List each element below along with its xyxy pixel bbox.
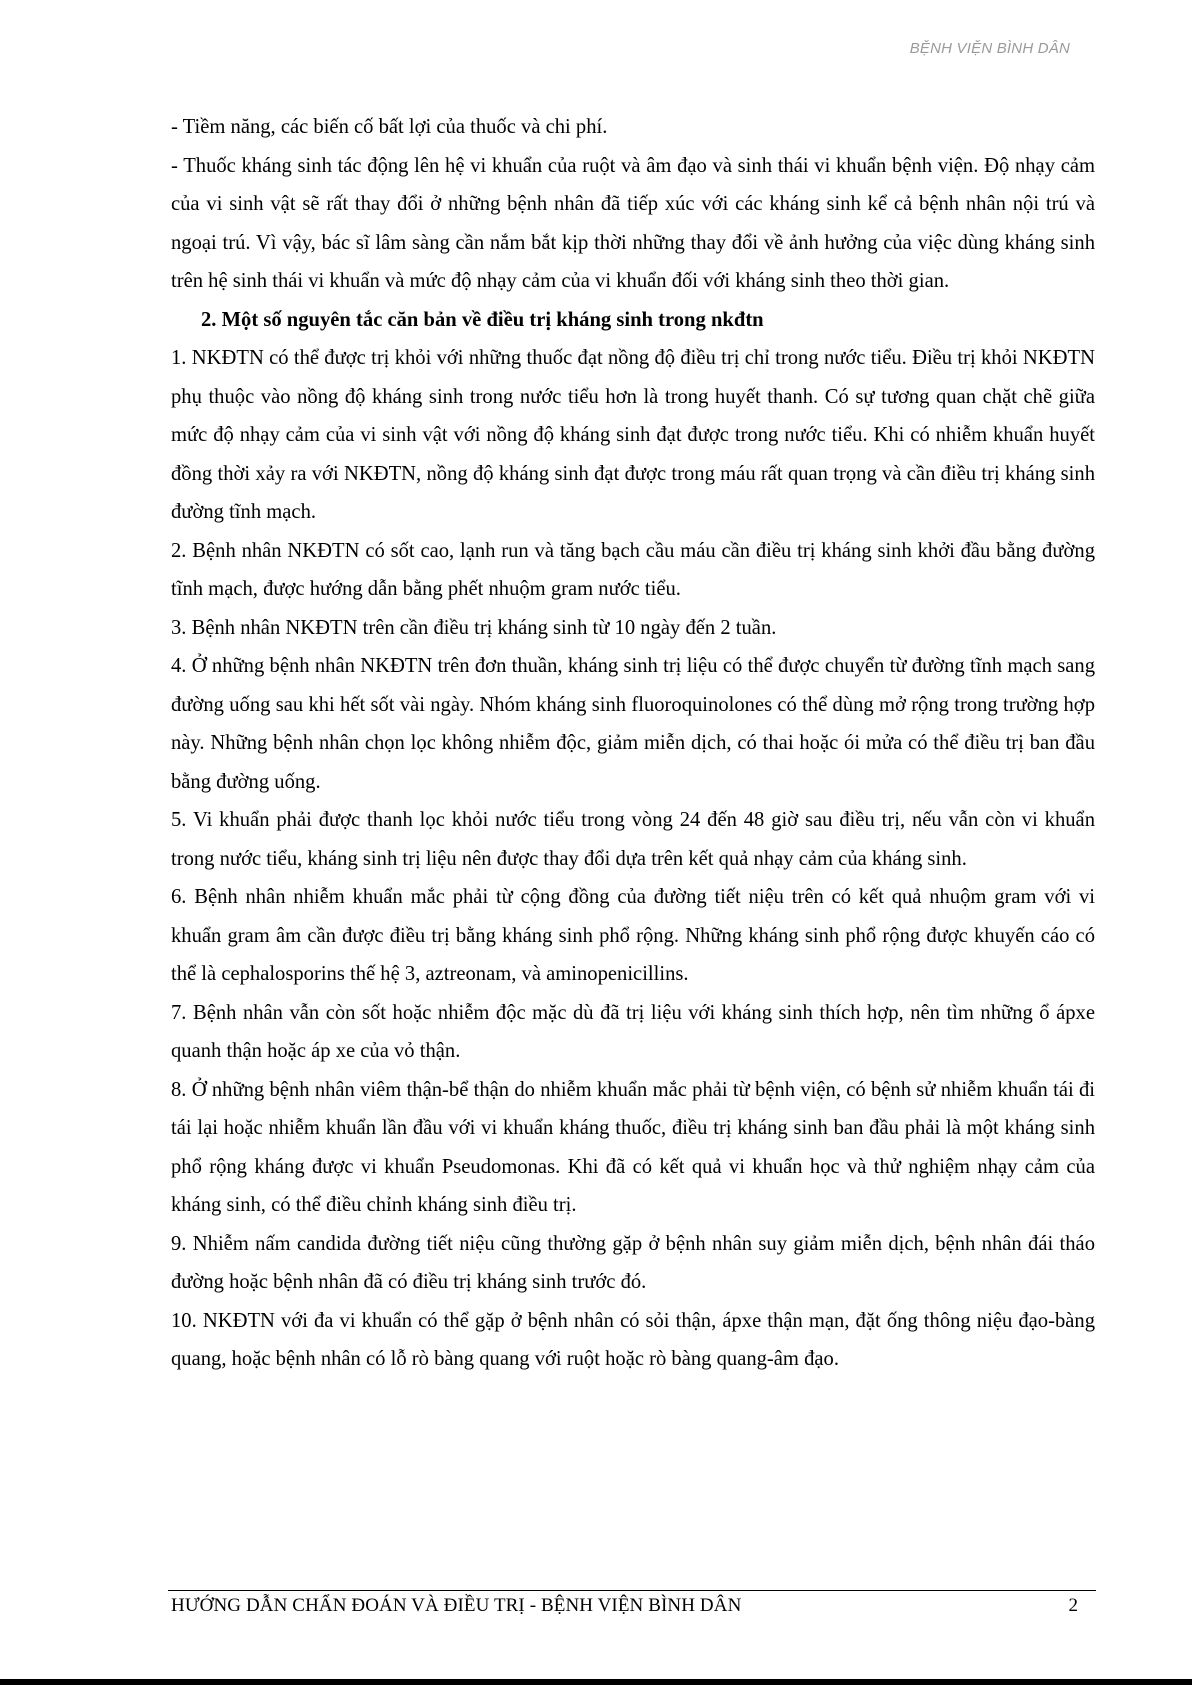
principle-6: 6. Bệnh nhân nhiễm khuẩn mắc phải từ cộng đồng của đường tiết niệu trên có kết quả nhuộm gram với vi khuẩn gram âm cần được điều trị bằng kháng sinh phổ rộng. Những kháng sinh phổ rộng được khuyến cáo có thể là cephalosporins thế hệ 3, aztreonam, và aminopenicillins. bbox=[171, 886, 1095, 985]
principle-2: 2. Bệnh nhân NKĐTN có sốt cao, lạnh run và tăng bạch cầu máu cần điều trị kháng sinh khởi đầu bằng đường tĩnh mạch, được hướng dẫn bằng phết nhuộm gram nước tiểu. bbox=[171, 539, 1095, 600]
footer-divider bbox=[168, 1590, 1096, 1591]
principle-8: 8. Ở những bệnh nhân viêm thận-bể thận do nhiễm khuẩn mắc phải từ bệnh viện, có bệnh sử nhiễm khuẩn tái đi tái lại hoặc nhiễm khuẩn lần đầu với vi khuẩn kháng thuốc, điều trị kháng sinh ban đầu phải là một kháng sinh phổ rộng kháng được vi khuẩn Pseudomonas. Khi đã có kết quả vi khuẩn học và thử nghiệm nhạy cảm của kháng sinh, có thể điều chỉnh kháng sinh điều trị. bbox=[171, 1078, 1095, 1216]
principle-4: 4. Ở những bệnh nhân NKĐTN trên đơn thuần, kháng sinh trị liệu có thể được chuyển từ đường tĩnh mạch sang đường uống sau khi hết sốt vài ngày. Nhóm kháng sinh fluoroquinolones có thể dùng mở rộng trong trường hợp này. Những bệnh nhân chọn lọc không nhiễm độc, giảm miễn dịch, có thai hoặc ói mửa có thể điều trị ban đầu bằng đường uống. bbox=[171, 655, 1095, 793]
principle-1: 1. NKĐTN có thể được trị khỏi với những thuốc đạt nồng độ điều trị chỉ trong nước tiểu. Điều trị khỏi NKĐTN phụ thuộc vào nồng độ kháng sinh trong nước tiểu hơn là trong huyết thanh. Có sự tương quan chặt chẽ giữa mức độ nhạy cảm của vi sinh vật với nồng độ kháng sinh đạt được trong nước tiểu. Khi có nhiễm khuẩn huyết đồng thời xảy ra với NKĐTN, nồng độ kháng sinh đạt được trong máu rất quan trọng và cần điều trị kháng sinh đường tĩnh mạch. bbox=[171, 347, 1095, 523]
principle-10: 10. NKĐTN với đa vi khuẩn có thể gặp ở bệnh nhân có sỏi thận, ápxe thận mạn, đặt ống thông niệu đạo-bàng quang, hoặc bệnh nhân có lỗ rò bàng quang với ruột hoặc rò bàng quang-âm đạo. bbox=[171, 1309, 1095, 1370]
principle-7: 7. Bệnh nhân vẫn còn sốt hoặc nhiễm độc mặc dù đã trị liệu với kháng sinh thích hợp, nên tìm những ổ ápxe quanh thận hoặc áp xe của vỏ thận. bbox=[171, 1001, 1095, 1062]
body-text bbox=[171, 108, 1095, 1379]
principle-5: 5. Vi khuẩn phải được thanh lọc khỏi nước tiểu trong vòng 24 đến 48 giờ sau điều trị, nếu vẫn còn vi khuẩn trong nước tiểu, kháng sinh trị liệu nên được thay đổi dựa trên kết quả nhạy cảm của kháng sinh. bbox=[171, 809, 1095, 870]
principle-3: 3. Bệnh nhân NKĐTN trên cần điều trị kháng sinh từ 10 ngày đến 2 tuần. bbox=[171, 616, 777, 639]
page-number: 2 bbox=[1068, 1595, 1078, 1616]
footer-title: HƯỚNG DẪN CHẨN ĐOÁN VÀ ĐIỀU TRỊ - BỆNH VIỆN BÌNH DÂN bbox=[171, 1595, 742, 1616]
principle-9: 9. Nhiễm nấm candida đường tiết niệu cũng thường gặp ở bệnh nhân suy giảm miễn dịch, bệnh nhân đái tháo đường hoặc bệnh nhân đã có điều trị kháng sinh trước đó. bbox=[171, 1232, 1095, 1293]
section-heading: 2. Một số nguyên tắc căn bản về điều trị kháng sinh trong nkđtn bbox=[201, 308, 764, 331]
intro-paragraph-1: - Tiềm năng, các biến cố bất lợi của thuốc và chi phí. bbox=[171, 116, 608, 138]
bottom-edge-bar bbox=[0, 1679, 1192, 1685]
running-header: BỆNH VIỆN BÌNH DÂN bbox=[909, 40, 1070, 57]
intro-paragraph-2: - Thuốc kháng sinh tác động lên hệ vi khuẩn của ruột và âm đạo và sinh thái vi khuẩn bệnh viện. Độ nhạy cảm của vi sinh vật sẽ rất thay đổi ở những bệnh nhân đã tiếp xúc với các kháng sinh kể cả bệnh nhân nội trú và ngoại trú. Vì vậy, bác sĩ lâm sàng cần nắm bắt kịp thời những thay đổi về ảnh hưởng của việc dùng kháng sinh trên hệ sinh thái vi khuẩn và mức độ nhạy cảm của vi khuẩn đối với kháng sinh theo thời gian. bbox=[171, 154, 1095, 292]
